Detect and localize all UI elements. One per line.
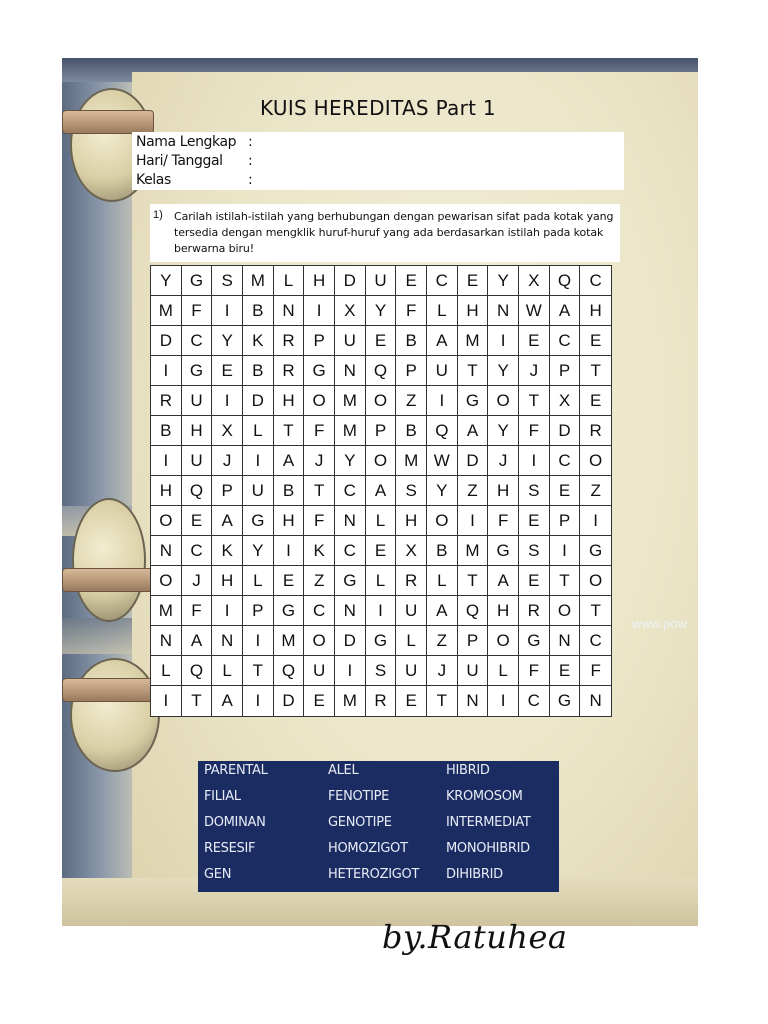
grid-letter-cell[interactable]: G [335,566,366,596]
grid-letter-cell[interactable]: I [243,446,274,476]
grid-letter-cell[interactable]: A [212,686,243,716]
instruction-text: Carilah istilah-istilah yang berhubungan dengan pewarisan sifat pada kotak yang tersedia dengan mengklik huruf-huruf yang ada berdasarkan istilah pada kotak berwarna biru! [174,210,614,255]
grid-letter-cell[interactable]: I [274,536,305,566]
grid-letter-cell[interactable]: M [274,626,305,656]
info-label: Kelas [136,172,171,188]
grid-letter-cell[interactable]: N [274,296,305,326]
info-row-name [136,134,253,150]
grid-letter-cell[interactable]: S [212,266,243,296]
grid-letter-cell[interactable]: D [550,416,581,446]
grid-letter-cell[interactable]: B [396,326,427,356]
grid-letter-cell[interactable]: B [396,416,427,446]
grid-letter-cell[interactable]: G [458,386,489,416]
grid-letter-cell[interactable]: F [304,416,335,446]
grid-letter-cell[interactable]: D [458,446,489,476]
grid-letter-cell[interactable]: Z [580,476,611,506]
grid-letter-cell[interactable]: G [366,626,397,656]
grid-letter-cell[interactable]: H [396,506,427,536]
grid-letter-cell[interactable]: U [427,356,458,386]
info-colon: : [248,134,253,150]
grid-letter-cell[interactable]: Z [304,566,335,596]
grid-letter-cell[interactable]: T [274,416,305,446]
grid-letter-cell[interactable]: P [366,416,397,446]
grid-letter-cell[interactable]: G [304,356,335,386]
grid-letter-cell[interactable]: C [580,266,611,296]
word-bank-term: DOMINAN [204,815,266,830]
word-bank-term: DIHIBRID [446,867,503,882]
grid-letter-cell[interactable]: U [335,326,366,356]
grid-letter-cell[interactable]: U [182,386,213,416]
info-row-date [136,153,253,169]
grid-letter-cell[interactable]: B [151,416,182,446]
grid-letter-cell[interactable]: S [366,656,397,686]
grid-letter-cell[interactable]: P [396,356,427,386]
grid-letter-cell[interactable]: Y [488,356,519,386]
grid-letter-cell[interactable]: I [335,656,366,686]
grid-letter-cell[interactable]: B [427,536,458,566]
grid-letter-cell[interactable]: Y [488,266,519,296]
grid-letter-cell[interactable]: C [335,476,366,506]
grid-letter-cell[interactable]: C [304,596,335,626]
grid-letter-cell[interactable]: Y [151,266,182,296]
watermark-text: www.pow [632,616,687,631]
grid-letter-cell[interactable]: O [151,566,182,596]
grid-letter-cell[interactable]: I [151,686,182,716]
grid-letter-cell[interactable]: O [580,446,611,476]
grid-letter-cell[interactable]: E [366,326,397,356]
grid-letter-cell[interactable]: I [243,626,274,656]
grid-letter-cell[interactable]: E [366,536,397,566]
grid-letter-cell[interactable]: A [212,506,243,536]
grid-letter-cell[interactable]: X [396,536,427,566]
grid-letter-cell[interactable]: I [366,596,397,626]
word-bank-term: RESESIF [204,841,256,856]
grid-letter-cell[interactable]: C [182,326,213,356]
grid-letter-cell[interactable]: I [488,686,519,716]
grid-letter-cell[interactable]: O [304,386,335,416]
grid-letter-cell[interactable]: Y [335,446,366,476]
grid-letter-cell[interactable]: Y [427,476,458,506]
grid-letter-cell[interactable]: R [519,596,550,626]
grid-letter-cell[interactable]: K [304,536,335,566]
grid-letter-cell[interactable]: L [427,296,458,326]
word-bank-term: GEN [204,867,232,882]
grid-letter-cell[interactable]: N [589,691,602,710]
grid-letter-cell[interactable]: L [274,266,305,296]
word-bank-term: FILIAL [204,789,241,804]
grid-letter-cell[interactable]: F [182,596,213,626]
grid-letter-cell[interactable]: T [458,356,489,386]
grid-letter-cell[interactable]: N [550,626,581,656]
grid-letter-cell[interactable]: Q [182,656,213,686]
student-info-box [132,132,624,190]
grid-letter-cell[interactable]: M [335,386,366,416]
grid-letter-cell[interactable]: F [304,506,335,536]
grid-letter-cell[interactable]: I [488,326,519,356]
word-bank-term: ALEL [328,763,359,778]
grid-letter-cell[interactable]: L [243,416,274,446]
grid-letter-cell[interactable]: Q [182,476,213,506]
grid-letter-cell[interactable]: O [151,506,182,536]
grid-letter-cell[interactable]: G [243,506,274,536]
quiz-title: KUIS HEREDITAS Part 1 [260,96,496,120]
word-bank-term: KROMOSOM [446,789,523,804]
grid-letter-cell[interactable]: P [304,326,335,356]
grid-letter-cell[interactable]: K [243,326,274,356]
grid-letter-cell[interactable]: F [396,296,427,326]
grid-letter-cell[interactable]: R [274,326,305,356]
grid-letter-cell[interactable]: J [304,446,335,476]
grid-letter-cell[interactable]: Y [366,296,397,326]
grid-letter-cell[interactable]: U [458,656,489,686]
grid-letter-cell[interactable]: U [182,446,213,476]
author-signature: by.Ratuhea [382,918,568,956]
grid-letter-cell[interactable]: H [151,476,182,506]
grid-letter-cell[interactable]: K [212,536,243,566]
scroll-rod [62,678,154,702]
grid-letter-cell[interactable]: E [519,326,550,356]
grid-letter-cell[interactable]: H [274,386,305,416]
grid-letter-cell[interactable]: T [458,566,489,596]
word-bank-term: INTERMEDIAT [446,815,531,830]
grid-letter-cell[interactable]: O [304,626,335,656]
grid-letter-cell[interactable]: Q [458,596,489,626]
instruction-number: 1) [153,209,163,221]
grid-letter-cell[interactable]: R [151,386,182,416]
grid-letter-cell[interactable]: O [580,566,611,596]
grid-letter-cell[interactable]: I [243,686,274,716]
grid-letter-cell[interactable]: I [550,536,581,566]
grid-letter-cell[interactable]: Y [488,416,519,446]
scroll-rod [62,568,154,592]
grid-letter-cell[interactable]: A [182,626,213,656]
grid-letter-cell[interactable]: C [550,446,581,476]
grid-letter-cell[interactable]: Z [458,476,489,506]
grid-letter-cell[interactable]: P [550,506,581,536]
grid-letter-cell[interactable]: T [182,686,213,716]
grid-letter-cell[interactable]: I [212,296,243,326]
grid-letter-cell[interactable]: E [550,476,581,506]
grid-letter-cell[interactable]: M [458,536,489,566]
grid-letter-cell[interactable]: O [550,596,581,626]
grid-letter-cell[interactable]: I [151,446,182,476]
grid-letter-cell[interactable]: Q [274,656,305,686]
grid-letter-cell[interactable]: B [243,296,274,326]
grid-letter-cell[interactable]: Z [396,386,427,416]
word-bank [198,761,559,892]
word-bank-term: HETEROZIGOT [328,867,420,882]
word-search-grid [150,265,612,717]
grid-letter-cell[interactable]: M [151,596,182,626]
grid-letter-cell[interactable]: I [212,386,243,416]
grid-letter-cell[interactable]: F [182,296,213,326]
grid-letter-cell[interactable]: U [243,476,274,506]
grid-letter-cell[interactable]: A [366,476,397,506]
grid-letter-cell[interactable]: E [580,326,611,356]
grid-letter-cell[interactable]: E [519,506,550,536]
grid-letter-cell[interactable]: B [243,356,274,386]
grid-letter-cell[interactable]: Q [550,266,581,296]
grid-letter-cell[interactable]: G [274,596,305,626]
grid-letter-cell[interactable]: C [550,326,581,356]
grid-letter-cell[interactable]: F [519,656,550,686]
grid-letter-cell[interactable]: L [366,506,397,536]
grid-letter-cell[interactable]: F [519,416,550,446]
grid-letter-cell[interactable]: A [550,296,581,326]
word-bank-term: GENOTIPE [328,815,392,830]
grid-letter-cell[interactable]: N [151,626,182,656]
grid-letter-cell[interactable]: L [151,656,182,686]
grid-letter-cell[interactable]: A [427,326,458,356]
grid-letter-cell[interactable]: H [580,296,611,326]
grid-letter-cell[interactable]: N [335,506,366,536]
grid-letter-cell[interactable]: Y [212,326,243,356]
grid-letter-cell[interactable]: S [519,536,550,566]
grid-letter-cell[interactable]: J [182,566,213,596]
word-bank-term: HIBRID [446,763,490,778]
grid-letter-cell[interactable]: O [366,386,397,416]
grid-letter-cell[interactable]: I [304,296,335,326]
info-colon: : [248,172,253,188]
grid-letter-cell[interactable]: R [274,356,305,386]
grid-letter-cell[interactable]: D [243,386,274,416]
grid-letter-cell[interactable]: N [151,536,182,566]
grid-letter-cell[interactable]: M [335,686,366,716]
instruction-box [150,204,620,262]
grid-letter-cell[interactable]: E [396,266,427,296]
grid-letter-cell[interactable]: S [396,476,427,506]
grid-letter-cell[interactable]: W [519,296,550,326]
grid-letter-cell[interactable]: E [550,656,581,686]
grid-letter-cell[interactable]: H [212,566,243,596]
grid-letter-cell[interactable]: X [519,266,550,296]
grid-letter-cell[interactable]: O [427,506,458,536]
grid-letter-cell[interactable]: Q [366,356,397,386]
grid-letter-cell[interactable]: C [427,266,458,296]
info-label: Nama Lengkap [136,134,237,150]
grid-letter-cell[interactable]: X [212,416,243,446]
scroll-rod [62,110,154,134]
grid-letter-cell[interactable]: H [488,596,519,626]
grid-letter-cell[interactable]: J [427,656,458,686]
info-label: Hari/ Tanggal [136,153,223,169]
grid-letter-cell[interactable]: G [519,626,550,656]
grid-letter-cell[interactable]: G [182,356,213,386]
word-bank-term: PARENTAL [204,763,268,778]
grid-letter-cell[interactable]: G [182,266,213,296]
grid-letter-cell[interactable]: Y [243,536,274,566]
grid-letter-cell[interactable]: M [396,446,427,476]
grid-letter-cell[interactable]: E [396,686,427,716]
grid-letter-cell[interactable]: C [182,536,213,566]
grid-letter-cell[interactable]: M [151,296,182,326]
grid-letter-cell[interactable]: H [274,506,305,536]
grid-letter-cell[interactable]: X [550,386,581,416]
info-colon: : [248,153,253,169]
grid-letter-cell[interactable]: A [274,446,305,476]
grid-letter-cell[interactable]: A [488,566,519,596]
grid-letter-cell[interactable]: H [182,416,213,446]
grid-letter-cell[interactable]: N [335,356,366,386]
scroll-curl [70,658,160,772]
grid-letter-cell[interactable]: F [580,656,611,686]
grid-letter-cell[interactable]: A [427,596,458,626]
grid-letter-cell[interactable]: G [488,536,519,566]
grid-letter-cell[interactable]: D [151,326,182,356]
grid-letter-cell[interactable]: E [580,386,611,416]
grid-letter-cell[interactable]: U [396,656,427,686]
grid-letter-cell[interactable]: U [366,266,397,296]
info-row-class [136,172,253,188]
grid-letter-cell[interactable]: E [274,566,305,596]
grid-letter-cell[interactable]: E [182,506,213,536]
grid-letter-cell[interactable]: T [580,356,611,386]
grid-letter-cell[interactable]: G [580,536,611,566]
grid-letter-cell[interactable]: P [243,596,274,626]
grid-letter-cell[interactable]: L [366,566,397,596]
grid-letter-cell[interactable]: I [519,446,550,476]
grid-letter-cell[interactable]: T [427,686,458,716]
grid-letter-cell[interactable]: T [304,476,335,506]
grid-letter-cell[interactable]: L [212,656,243,686]
grid-letter-cell[interactable]: L [427,566,458,596]
grid-letter-cell[interactable]: R [366,686,397,716]
grid-letter-cell[interactable]: L [243,566,274,596]
grid-letter-cell[interactable]: P [550,356,581,386]
grid-letter-cell[interactable]: D [335,266,366,296]
grid-letter-cell[interactable]: H [304,266,335,296]
grid-letter-cell[interactable]: T [243,656,274,686]
grid-letter-cell[interactable]: N [212,626,243,656]
grid-letter-cell[interactable]: O [488,386,519,416]
grid-letter-cell[interactable]: G [550,686,581,716]
grid-letter-cell[interactable]: S [519,476,550,506]
grid-letter-cell[interactable]: I [427,386,458,416]
word-bank-term: HOMOZIGOT [328,841,408,856]
grid-letter-cell[interactable]: B [274,476,305,506]
grid-letter-cell[interactable]: M [335,416,366,446]
grid-letter-cell[interactable]: E [212,356,243,386]
grid-letter-cell[interactable]: E [458,266,489,296]
grid-letter-cell[interactable]: M [243,266,274,296]
grid-letter-cell[interactable]: F [488,506,519,536]
grid-letter-cell[interactable]: T [519,386,550,416]
grid-letter-cell[interactable]: U [304,656,335,686]
grid-letter-cell[interactable]: A [458,416,489,446]
grid-letter-cell[interactable]: C [580,626,611,656]
grid-letter-cell[interactable]: J [519,356,550,386]
grid-letter-cell[interactable]: N [335,596,366,626]
grid-letter-cell[interactable]: E [304,686,335,716]
grid-letter-cell[interactable]: Q [427,416,458,446]
grid-letter-cell[interactable]: O [366,446,397,476]
grid-letter-cell[interactable]: R [396,566,427,596]
grid-letter-cell[interactable]: T [550,566,581,596]
grid-letter-cell[interactable]: H [488,476,519,506]
grid-letter-cell[interactable]: U [396,596,427,626]
grid-letter-cell[interactable]: D [274,686,305,716]
grid-letter-cell[interactable]: C [519,686,550,716]
grid-letter-cell[interactable]: W [427,446,458,476]
grid-letter-cell[interactable]: I [580,506,611,536]
grid-letter-cell[interactable]: P [458,626,489,656]
grid-letter-cell[interactable]: J [212,446,243,476]
grid-letter-cell[interactable]: J [488,446,519,476]
grid-letter-cell[interactable]: L [396,626,427,656]
grid-letter-cell[interactable]: Z [427,626,458,656]
grid-letter-cell[interactable]: I [151,356,182,386]
grid-letter-cell[interactable]: M [458,326,489,356]
grid-letter-cell[interactable]: L [488,656,519,686]
grid-letter-cell[interactable]: N [458,686,489,716]
grid-letter-cell[interactable]: N [488,296,519,326]
scroll-curl [72,498,146,622]
grid-letter-cell[interactable]: O [488,626,519,656]
grid-letter-cell[interactable]: P [212,476,243,506]
grid-letter-cell[interactable]: H [458,296,489,326]
grid-letter-cell[interactable]: X [335,296,366,326]
grid-letter-cell[interactable]: R [580,416,611,446]
grid-letter-cell[interactable]: E [519,566,550,596]
word-bank-term: MONOHIBRID [446,841,530,856]
grid-letter-cell[interactable]: I [212,596,243,626]
grid-letter-cell[interactable]: I [458,506,489,536]
grid-letter-cell[interactable]: D [335,626,366,656]
grid-letter-cell[interactable]: C [335,536,366,566]
grid-letter-cell[interactable]: T [580,596,611,626]
word-bank-term: FENOTIPE [328,789,390,804]
